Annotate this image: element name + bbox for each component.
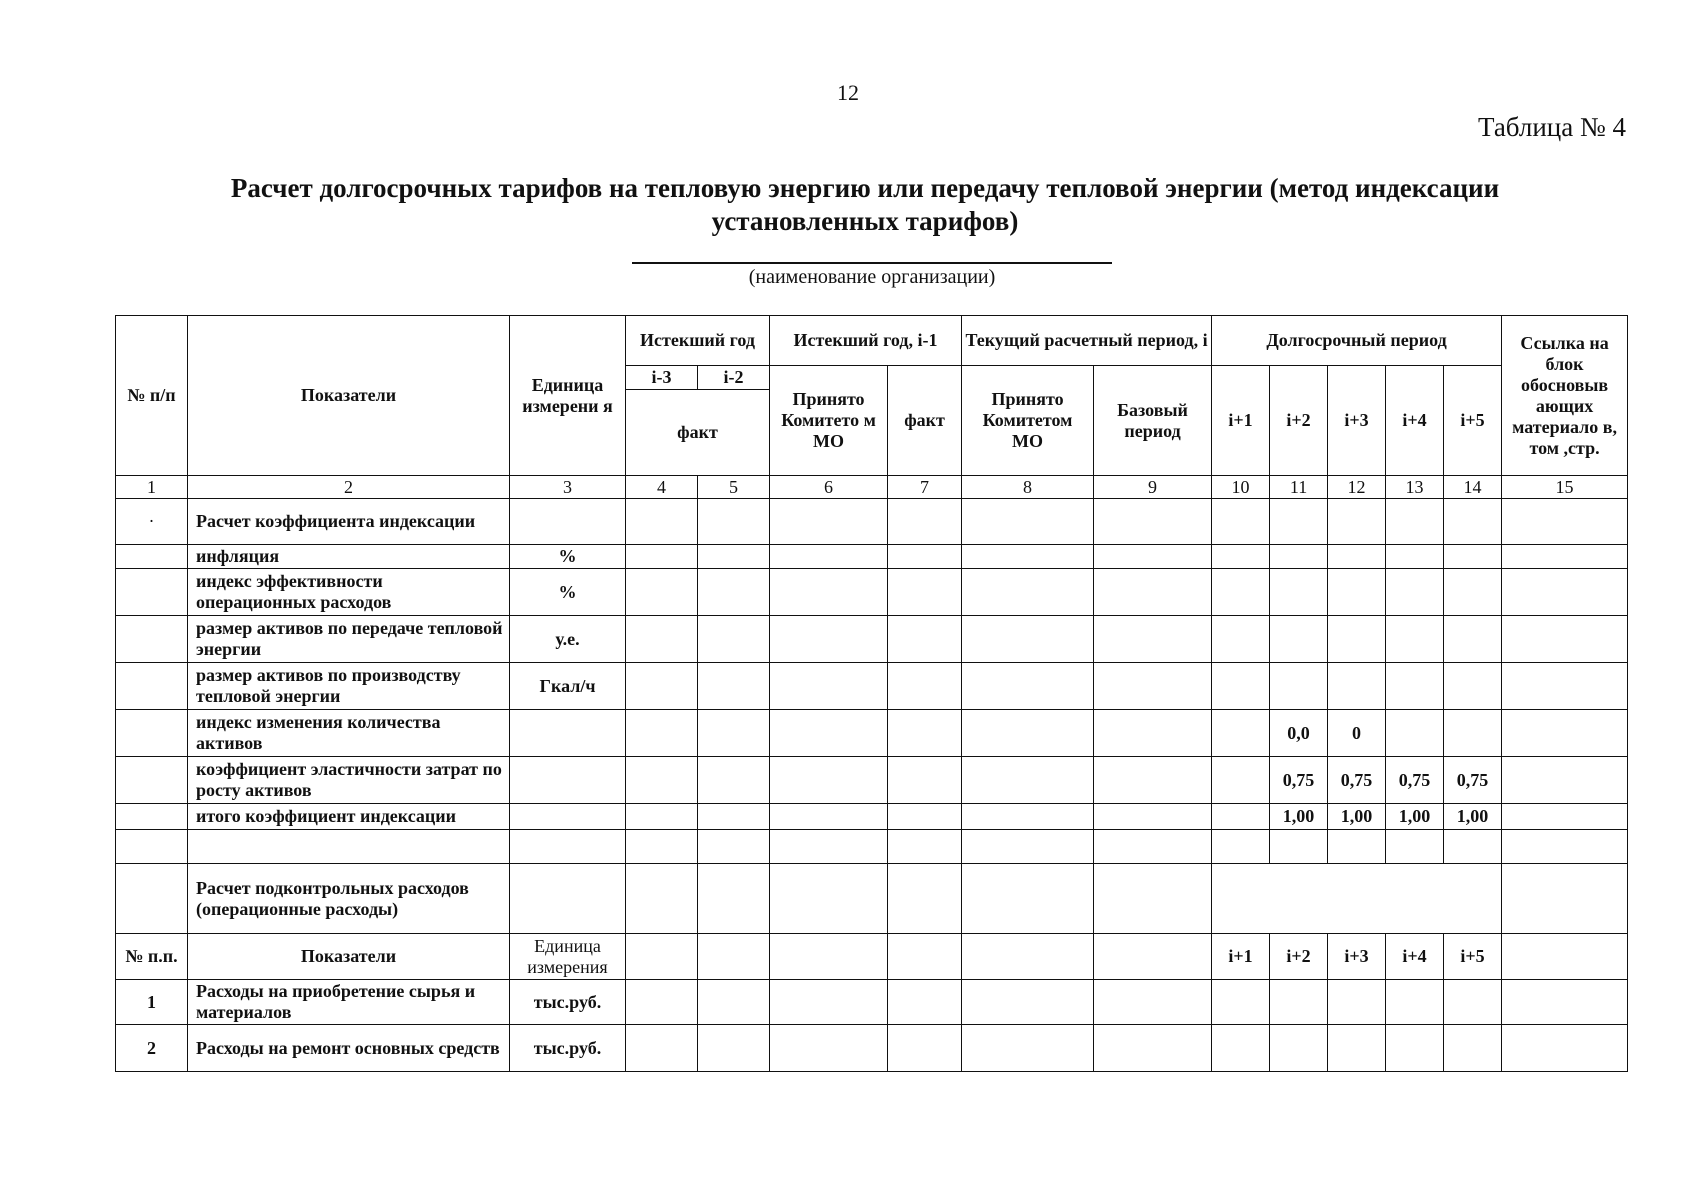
row-name: коэффициент эластичности затрат по росту активов bbox=[188, 757, 510, 804]
header-fact: факт bbox=[626, 390, 770, 476]
table-row bbox=[116, 1025, 1628, 1072]
col-number: 12 bbox=[1328, 476, 1386, 499]
col-number: 10 bbox=[1212, 476, 1270, 499]
tariff-table bbox=[115, 315, 1628, 1072]
header-past-year: Истекший год bbox=[626, 316, 770, 366]
row-name: индекс изменения количества активов bbox=[188, 710, 510, 757]
header-fact-i1: факт bbox=[888, 366, 962, 476]
header-i2: i-2 bbox=[698, 366, 770, 390]
header2-unit: Единица измерения bbox=[510, 934, 626, 980]
title-line-1: Расчет долгосрочных тарифов на тепловую энергию или передачу тепловой энергии (метод индексации bbox=[230, 173, 1500, 203]
section-2-title-row bbox=[116, 864, 1628, 934]
row-value-i2 bbox=[1270, 569, 1328, 616]
col-number: 2 bbox=[188, 476, 510, 499]
table-row bbox=[116, 545, 1628, 569]
table-row bbox=[116, 804, 1628, 830]
row-num bbox=[116, 710, 188, 757]
row-value-i2 bbox=[1270, 663, 1328, 710]
header-num: № п/п bbox=[116, 316, 188, 476]
organization-name-line bbox=[632, 262, 1112, 264]
table-label: Таблица № 4 bbox=[1478, 112, 1626, 142]
header2-period-i4: i+4 bbox=[1386, 934, 1444, 980]
header-base-period: Базовый период bbox=[1094, 366, 1212, 476]
col-number: 5 bbox=[698, 476, 770, 499]
row-num: 1 bbox=[116, 980, 188, 1025]
row-value-i2 bbox=[1270, 545, 1328, 569]
row-unit: тыс.руб. bbox=[510, 980, 626, 1025]
header-current-period: Текущий расчетный период, i bbox=[962, 316, 1212, 366]
row-value-i5 bbox=[1444, 616, 1502, 663]
row-value-i4: 0,75 bbox=[1386, 757, 1444, 804]
col-number: 1 bbox=[116, 476, 188, 499]
header2-period-i2: i+2 bbox=[1270, 934, 1328, 980]
section-2-title: Расчет подконтрольных расходов (операционные расходы) bbox=[188, 864, 510, 934]
row-num bbox=[116, 757, 188, 804]
row-value-i5 bbox=[1444, 499, 1502, 545]
row-name: размер активов по производству тепловой энергии bbox=[188, 663, 510, 710]
row-value-i3 bbox=[1328, 616, 1386, 663]
row-value-i4 bbox=[1386, 710, 1444, 757]
table-row bbox=[116, 710, 1628, 757]
header-period-i5: i+5 bbox=[1444, 366, 1502, 476]
row-value-i2: 0,0 bbox=[1270, 710, 1328, 757]
col-number: 9 bbox=[1094, 476, 1212, 499]
header2-period-i1: i+1 bbox=[1212, 934, 1270, 980]
row-name: Расчет коэффициента индексации bbox=[188, 499, 510, 545]
row-unit: у.е. bbox=[510, 616, 626, 663]
table-row bbox=[116, 569, 1628, 616]
row-value-i5: 0,75 bbox=[1444, 757, 1502, 804]
row-name: Расходы на ремонт основных средств bbox=[188, 1025, 510, 1072]
organization-caption: (наименование организации) bbox=[748, 266, 996, 288]
row-unit bbox=[510, 710, 626, 757]
row-unit: Гкал/ч bbox=[510, 663, 626, 710]
row-num: 2 bbox=[116, 1025, 188, 1072]
row-value-i4 bbox=[1386, 545, 1444, 569]
header2-indicators: Показатели bbox=[188, 934, 510, 980]
col-number: 11 bbox=[1270, 476, 1328, 499]
title-line-2: установленных тарифов) bbox=[711, 206, 1019, 236]
col-number: 15 bbox=[1502, 476, 1628, 499]
header-i3: i-3 bbox=[626, 366, 698, 390]
row-num bbox=[116, 804, 188, 830]
col-number: 6 bbox=[770, 476, 888, 499]
row-value-i2: 0,75 bbox=[1270, 757, 1328, 804]
row-value-i4: 1,00 bbox=[1386, 804, 1444, 830]
header2-period-i5: i+5 bbox=[1444, 934, 1502, 980]
header-period-i1: i+1 bbox=[1212, 366, 1270, 476]
row-name: индекс эффективности операционных расходов bbox=[188, 569, 510, 616]
row-num bbox=[116, 663, 188, 710]
col-number: 13 bbox=[1386, 476, 1444, 499]
row-unit: тыс.руб. bbox=[510, 1025, 626, 1072]
header-period-i3: i+3 bbox=[1328, 366, 1386, 476]
header2-num: № п.п. bbox=[116, 934, 188, 980]
row-unit: % bbox=[510, 569, 626, 616]
row-value-i3 bbox=[1328, 663, 1386, 710]
row-num bbox=[116, 569, 188, 616]
row-num: · bbox=[116, 499, 188, 545]
col-number: 4 bbox=[626, 476, 698, 499]
row-value-i2 bbox=[1270, 499, 1328, 545]
row-value-i3 bbox=[1328, 545, 1386, 569]
header-long-term-period: Долгосрочный период bbox=[1212, 316, 1502, 366]
page-number: 12 bbox=[837, 80, 859, 105]
row-unit: % bbox=[510, 545, 626, 569]
row-value-i3 bbox=[1328, 569, 1386, 616]
header-past-year-i1: Истекший год, i-1 bbox=[770, 316, 962, 366]
empty-row bbox=[116, 830, 1628, 864]
row-value-i3 bbox=[1328, 499, 1386, 545]
document-title bbox=[180, 172, 1550, 238]
row-name: инфляция bbox=[188, 545, 510, 569]
row-value-i4 bbox=[1386, 499, 1444, 545]
header-period-i4: i+4 bbox=[1386, 366, 1444, 476]
row-value-i5 bbox=[1444, 569, 1502, 616]
row-name: размер активов по передаче тепловой энергии bbox=[188, 616, 510, 663]
row-value-i5 bbox=[1444, 545, 1502, 569]
row-name: итого коэффициент индексации bbox=[188, 804, 510, 830]
header2-period-i3: i+3 bbox=[1328, 934, 1386, 980]
table-row bbox=[116, 616, 1628, 663]
col-number: 3 bbox=[510, 476, 626, 499]
row-unit bbox=[510, 804, 626, 830]
row-value-i4 bbox=[1386, 569, 1444, 616]
col-number: 14 bbox=[1444, 476, 1502, 499]
section-2-header-row bbox=[116, 934, 1628, 980]
row-value-i5 bbox=[1444, 710, 1502, 757]
header-indicators: Показатели bbox=[188, 316, 510, 476]
header-accepted-committee: Принято Комитето м МО bbox=[770, 366, 888, 476]
table-row bbox=[116, 757, 1628, 804]
column-numbers-row bbox=[116, 476, 1628, 499]
table-row bbox=[116, 663, 1628, 710]
header-accepted-committee-current: Принято Комитетом МО bbox=[962, 366, 1094, 476]
row-num bbox=[116, 545, 188, 569]
row-name: Расходы на приобретение сырья и материалов bbox=[188, 980, 510, 1025]
row-value-i3: 0,75 bbox=[1328, 757, 1386, 804]
table-row bbox=[116, 980, 1628, 1025]
row-unit bbox=[510, 499, 626, 545]
row-value-i4 bbox=[1386, 616, 1444, 663]
row-value-i3: 1,00 bbox=[1328, 804, 1386, 830]
row-unit bbox=[510, 757, 626, 804]
row-value-i2 bbox=[1270, 616, 1328, 663]
col-number: 8 bbox=[962, 476, 1094, 499]
header-period-i2: i+2 bbox=[1270, 366, 1328, 476]
table-row bbox=[116, 499, 1628, 545]
row-value-i5: 1,00 bbox=[1444, 804, 1502, 830]
row-value-i3: 0 bbox=[1328, 710, 1386, 757]
col-number: 7 bbox=[888, 476, 962, 499]
row-num bbox=[116, 616, 188, 663]
header-unit: Единица измерени я bbox=[510, 316, 626, 476]
header-reference: Ссылка на блок обосновыв ающих материало в, том ,стр. bbox=[1502, 316, 1628, 476]
row-value-i2: 1,00 bbox=[1270, 804, 1328, 830]
row-value-i4 bbox=[1386, 663, 1444, 710]
row-value-i5 bbox=[1444, 663, 1502, 710]
